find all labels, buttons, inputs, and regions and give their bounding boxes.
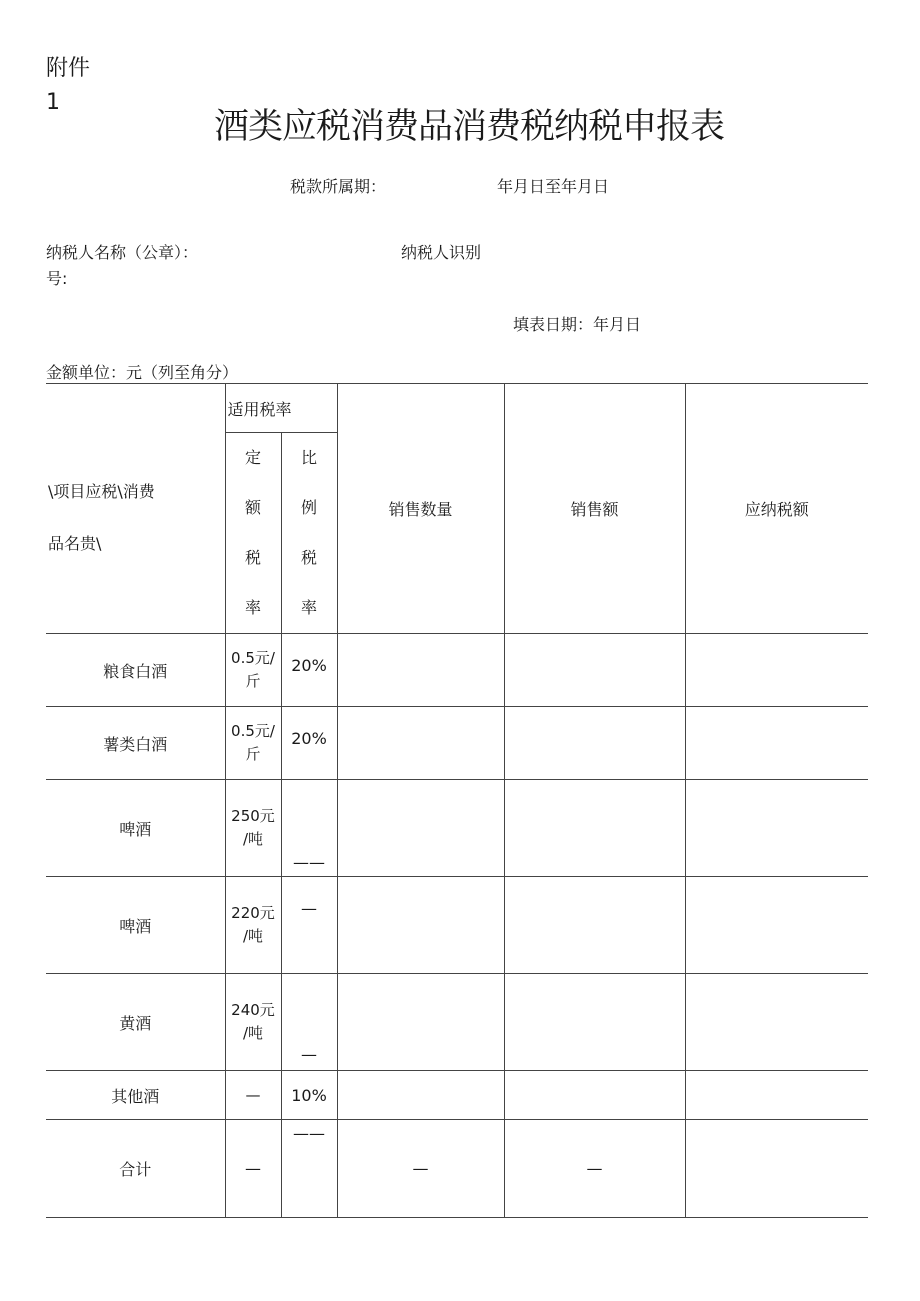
table-row [46,634,868,707]
row-qty[interactable] [337,780,504,877]
row-sales[interactable] [504,634,685,707]
row-name: 啤酒 [46,780,225,877]
fixed-rate-char: 额 [244,498,261,517]
item-header-cell [46,384,225,634]
ratio-rate-header [281,433,337,634]
row-ratio-rate: 20% [281,634,337,707]
total-ratio-rate: —— [281,1120,337,1218]
row-sales[interactable] [504,877,685,974]
fixed-rate-line: 0.5元/ [231,649,275,667]
tax-declaration-table [46,383,868,1218]
fixed-rate-line: 斤 [245,745,261,763]
fixed-rate-char: 税 [244,548,261,567]
row-qty[interactable] [337,1071,504,1120]
row-fixed-rate [225,974,281,1071]
ratio-rate-char: 税 [301,548,318,567]
row-sales[interactable] [504,1071,685,1120]
sales-header: 销售额 [504,384,685,634]
attachment-word: 附件 [46,56,91,81]
total-fixed-rate: — [225,1120,281,1218]
row-qty[interactable] [337,707,504,780]
row-fixed-rate [225,877,281,974]
row-fixed-rate [225,707,281,780]
row-fixed-rate [225,780,281,877]
row-tax[interactable] [685,780,868,877]
row-ratio-rate: 20% [281,707,337,780]
table-row [46,780,868,877]
fixed-rate-line: 220元 [231,904,275,922]
fixed-rate-line: /吨 [242,1024,264,1042]
fixed-rate-line: 250元 [231,807,275,825]
ratio-rate-char: 率 [301,598,318,617]
row-name: 薯类白酒 [46,707,225,780]
row-name: 粮食白酒 [46,634,225,707]
taxpayer-id-label-cont: 号: [46,269,68,288]
row-ratio-rate: —— [281,780,337,877]
row-sales[interactable] [504,780,685,877]
row-ratio-rate: — [281,877,337,974]
row-tax[interactable] [685,1071,868,1120]
row-sales[interactable] [504,707,685,780]
period-value: 年月日至年月日 [497,177,610,196]
taxpayer-name-label: 纳税人名称（公章）： [46,243,199,262]
row-tax[interactable] [685,877,868,974]
row-qty[interactable] [337,974,504,1071]
ratio-rate-char: 例 [301,498,318,517]
table-row [46,877,868,974]
attachment-number: 1 [46,90,60,115]
row-qty[interactable] [337,877,504,974]
row-tax[interactable] [685,634,868,707]
row-tax[interactable] [685,974,868,1071]
row-tax[interactable] [685,707,868,780]
total-tax[interactable] [685,1120,868,1218]
fixed-rate-line: 斤 [245,672,261,690]
tax-header: 应纳税额 [685,384,868,634]
attachment-label [46,52,90,120]
total-sales: — [504,1120,685,1218]
row-sales[interactable] [504,974,685,1071]
row-fixed-rate [225,634,281,707]
row-fixed-rate [225,1071,281,1120]
ratio-rate-char: 比 [301,448,318,467]
table-row [46,1071,868,1120]
fixed-rate-line: /吨 [242,830,264,848]
table-row [46,707,868,780]
total-row [46,1120,868,1218]
fixed-rate-line: 0.5元/ [231,722,275,740]
row-ratio-rate: 10% [281,1071,337,1120]
fixed-rate-char: 定 [244,448,261,467]
row-name: 黄酒 [46,974,225,1071]
qty-header: 销售数量 [337,384,504,634]
total-qty: — [337,1120,504,1218]
fixed-rate-line: 240元 [231,1001,275,1019]
row-name: 其他酒 [46,1071,225,1120]
rate-group-header: 适用税率 [225,384,337,433]
period-label: 税款所属期： [290,177,387,196]
fill-date: 填表日期：年月日 [513,315,642,334]
fixed-rate-line: — [245,1085,261,1104]
row-ratio-rate: — [281,974,337,1071]
fixed-rate-line: /吨 [242,927,264,945]
unit-label: 金额单位：元（列至角分） [46,363,239,382]
item-header-line2: 品名贵\ [48,533,102,553]
table-row [46,974,868,1071]
taxpayer-id-label: 纳税人识别 [401,243,482,262]
item-header-line1: \项目应税\消费 [48,481,155,501]
fixed-rate-char: 率 [244,598,261,617]
row-qty[interactable] [337,634,504,707]
total-name: 合计 [46,1120,225,1218]
fixed-rate-header [225,433,281,634]
page-title: 酒类应税消费品消费税纳税申报表 [214,107,725,147]
row-name: 啤酒 [46,877,225,974]
